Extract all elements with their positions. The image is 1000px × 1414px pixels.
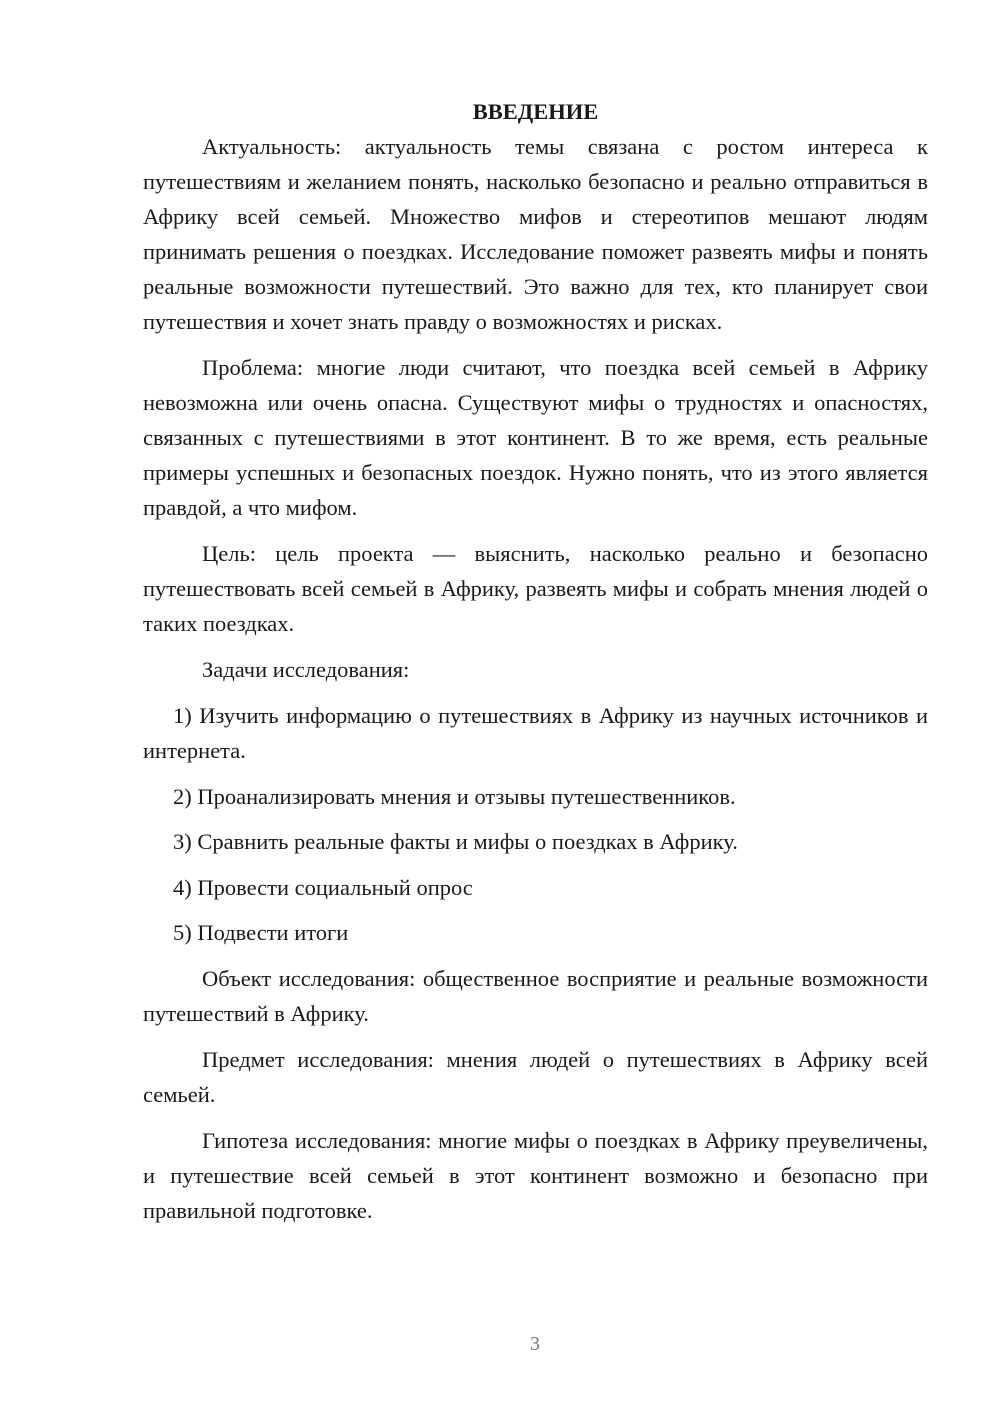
paragraph-relevance: Актуальность: актуальность темы связана с ростом интереса к путешествиям и желанием понять, насколько безопасно и реально отправиться в Африку всей семьей. Множество мифов и стереотипов мешают людям принимать решения о поездках. Исследование поможет развеять мифы и понять реальные возможности путешествий. Это важно для тех, кто планирует свои путешествия и хочет знать правду о возможностях и рисках. <box>143 134 928 334</box>
paragraph-goal: Цель: цель проекта — выяснить, насколько реально и безопасно путешествовать всей семьей в Африку, развеять мифы и собрать мнения людей о таких поездках. <box>143 541 928 636</box>
page-content <box>143 94 928 1239</box>
task-item: 4) Провести социальный опрос <box>173 874 473 900</box>
paragraph-problem: Проблема: многие люди считают, что поездка всей семьей в Африку невозможна или очень опасна. Существуют мифы о трудностях и опасностях, связанных с путешествиями в этот континент. В то же время, есть реальные примеры успешных и безопасных поездок. Нужно понять, что из этого является правдой, а что мифом. <box>143 355 928 520</box>
paragraph-object: Объект исследования: общественное восприятие и реальные возможности путешествий в Африку. <box>143 965 928 1026</box>
page-heading: ВВЕДЕНИЕ <box>472 99 599 124</box>
task-item: 3) Сравнить реальные факты и мифы о поездках в Африку. <box>173 829 738 855</box>
task-item: 1) Изучить информацию о путешествиях в Африку из научных источников и интернета. <box>143 703 928 763</box>
page-number: 3 <box>530 1333 540 1355</box>
task-list <box>143 698 928 950</box>
task-item: 2) Проанализировать мнения и отзывы путешественников. <box>173 783 736 809</box>
tasks-title: Задачи исследования: <box>202 657 410 682</box>
task-item: 5) Подвести итоги <box>173 920 349 946</box>
paragraph-subject: Предмет исследования: мнения людей о путешествиях в Африку всей семьей. <box>143 1046 928 1107</box>
paragraph-hypothesis: Гипотеза исследования: многие мифы о поездках в Африку преувеличены, и путешествие всей семьей в этот континент возможно и безопасно при правильной подготовке. <box>143 1127 928 1223</box>
